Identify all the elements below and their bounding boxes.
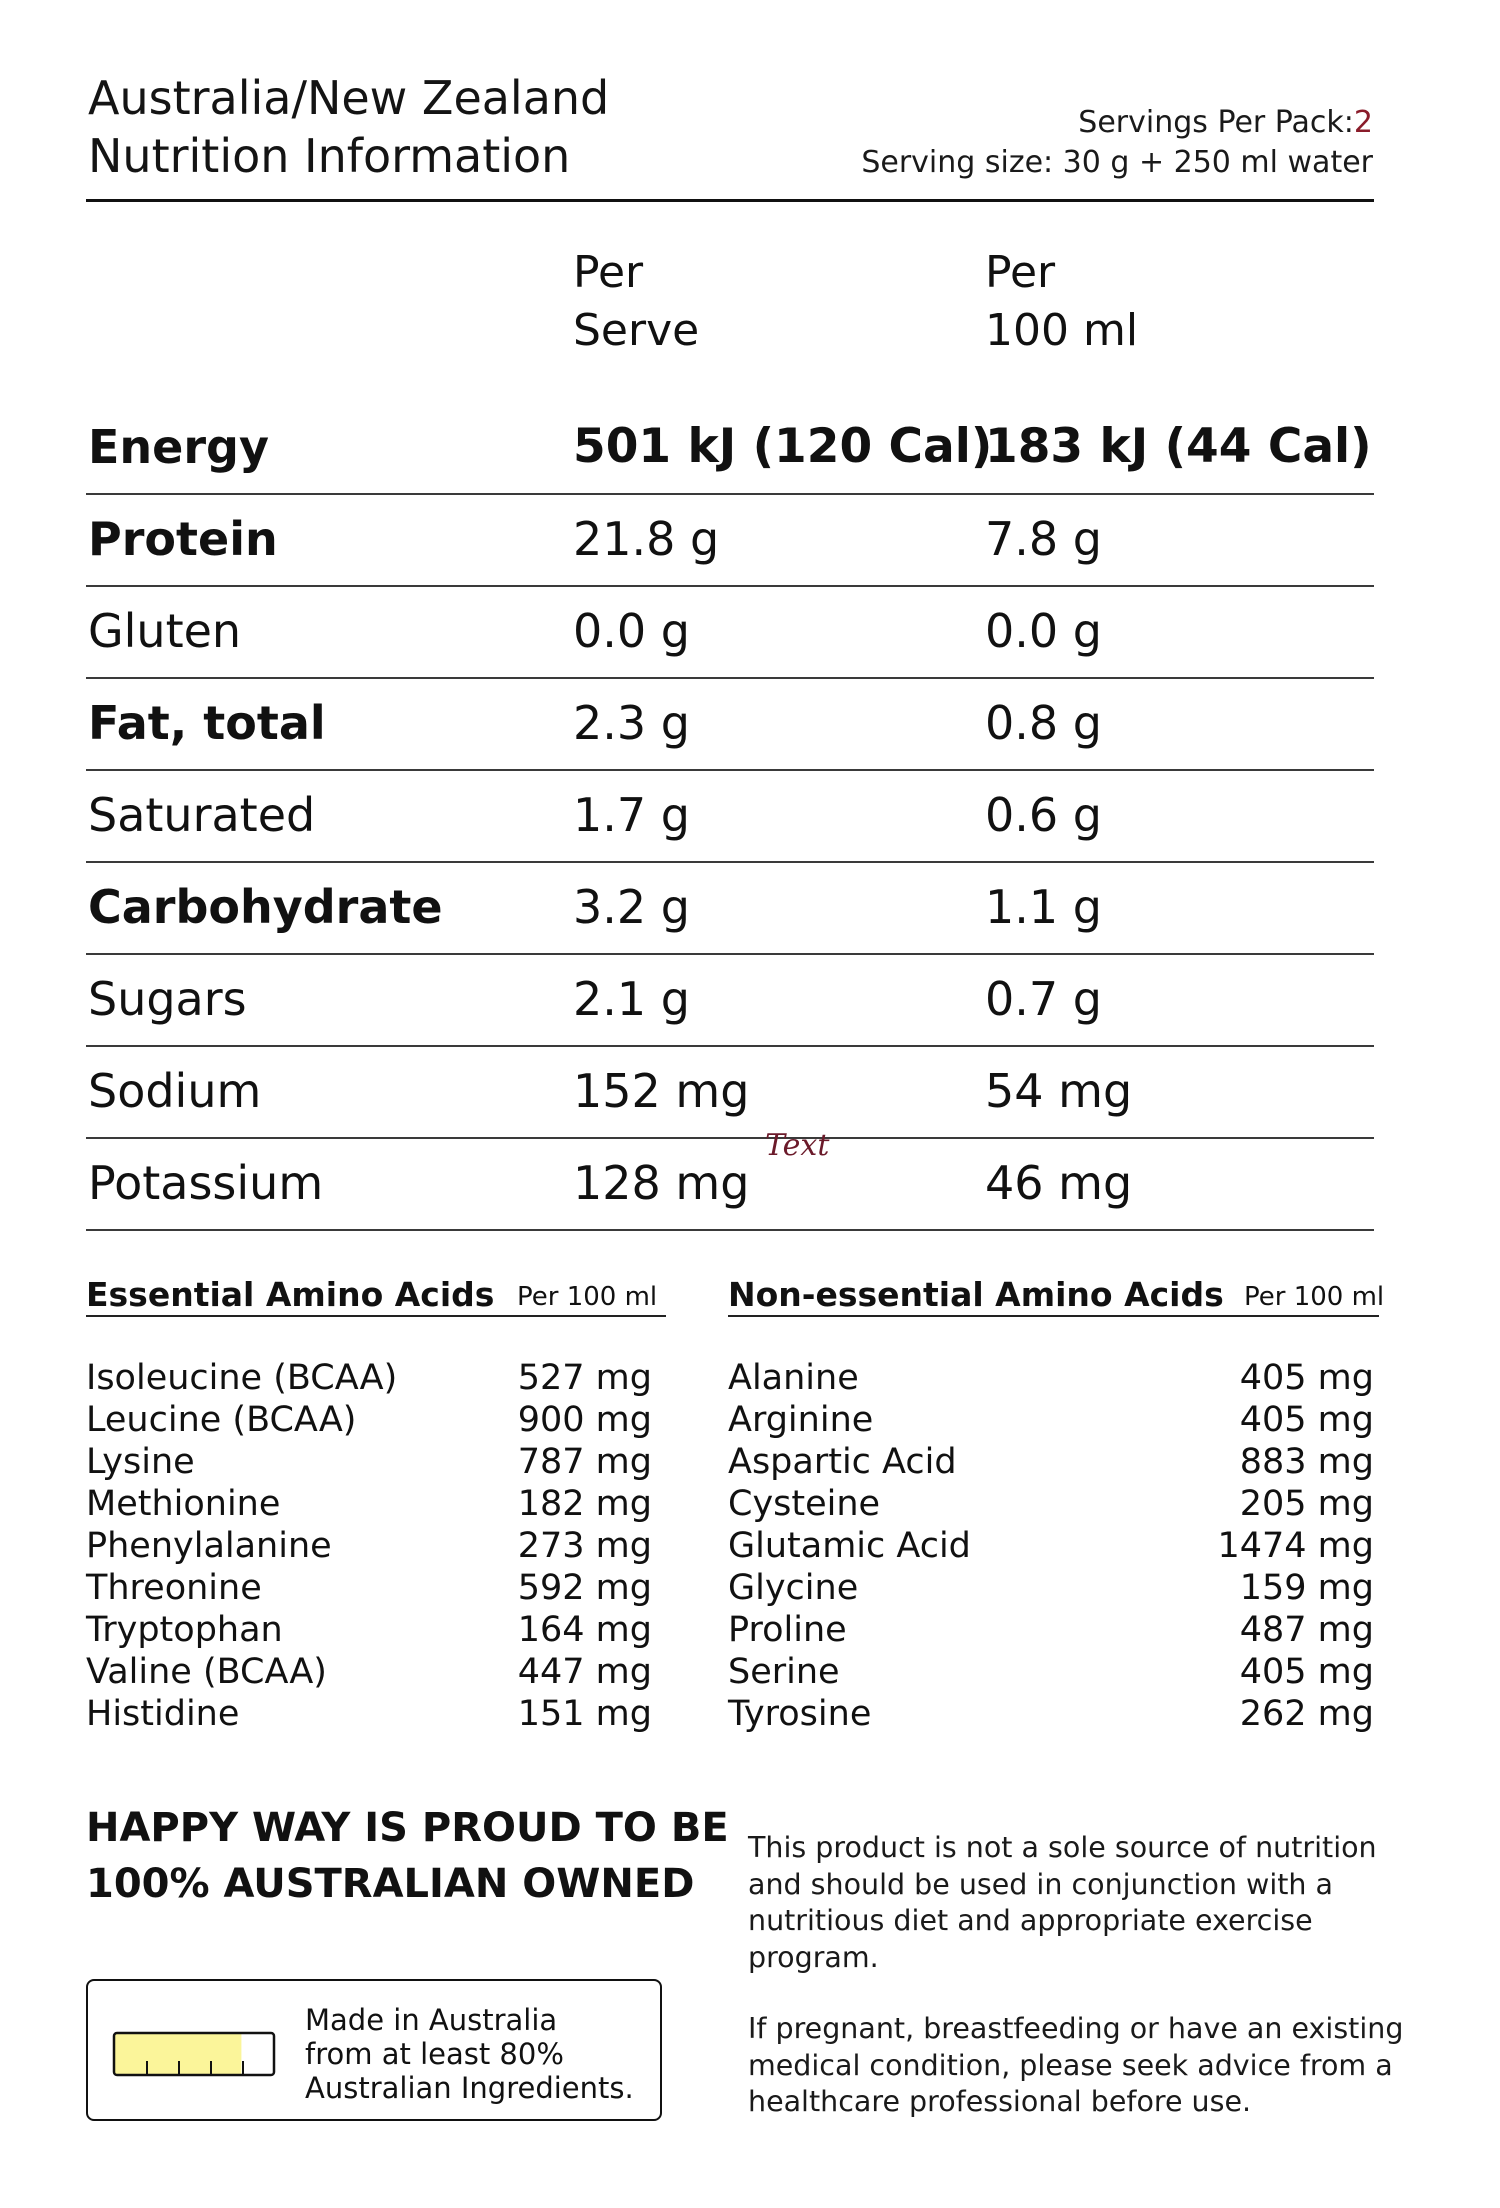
amino-value: 487 mg [1239,1610,1374,1650]
amino-name: Aspartic Acid [728,1442,957,1482]
amino-name: Valine (BCAA) [86,1652,327,1692]
amino-value: 527 mg [517,1358,652,1398]
nutrition-row-carbohydrate [86,861,1374,955]
nutrition-row-fat-total [86,677,1374,771]
amino-name: Leucine (BCAA) [86,1400,357,1440]
amino-name: Arginine [728,1400,874,1440]
amino-value: 262 mg [1239,1694,1374,1734]
list-item [86,1483,652,1525]
amino-value: 405 mg [1239,1400,1374,1440]
col-per-serve-line1: Per [573,247,644,298]
disclaimer-line: nutritious diet and appropriate exercise [748,1904,1313,1937]
amino-value: 151 mg [517,1694,652,1734]
per-serve-value: 501 kJ (120 Cal) [573,419,993,474]
per-100-value: 0.8 g [985,696,1102,750]
serving-size: Serving size: 30 g + 250 ml water [861,145,1373,180]
per-serve-value: 0.0 g [573,604,690,658]
list-item [728,1357,1374,1399]
amino-value: 405 mg [1239,1358,1374,1398]
amino-value: 273 mg [517,1526,652,1566]
amino-name: Tryptophan [86,1610,283,1650]
servings-label: Servings Per Pack: [1078,105,1354,140]
list-item [86,1357,652,1399]
medical-disclaimer [748,2011,1404,2121]
amino-value: 164 mg [517,1610,652,1650]
per-100-value: 7.8 g [985,512,1102,566]
list-item [86,1525,652,1567]
nonessential-amino-divider [728,1315,1379,1317]
list-item [86,1609,652,1651]
made-line-2: from at least 80% [305,2037,564,2071]
nutrition-row-protein [86,493,1374,587]
australian-owned-line-1: HAPPY WAY IS PROUD TO BE [86,1805,729,1851]
amino-name: Isoleucine (BCAA) [86,1358,398,1398]
nutrient-name: Fat, total [88,696,326,750]
nutrition-row-energy [86,401,1374,495]
text-annotation: Text [765,1128,830,1163]
per-100-value: 46 mg [985,1156,1133,1210]
nutrition-row-saturated [86,769,1374,863]
amino-value: 900 mg [517,1400,652,1440]
list-item [86,1441,652,1483]
made-line-1: Made in Australia [305,2003,558,2037]
list-item [86,1567,652,1609]
essential-amino-title: Essential Amino Acids [86,1275,495,1314]
australian-owned-line-2: 100% AUSTRALIAN OWNED [86,1861,695,1907]
title-line-2: Nutrition Information [88,129,571,183]
nonessential-amino-unit: Per 100 ml [1244,1282,1385,1312]
per-100-value: 0.6 g [985,788,1102,842]
list-item [86,1693,652,1735]
made-line-3: Australian Ingredients. [305,2071,634,2105]
list-item [728,1399,1374,1441]
essential-amino-unit: Per 100 ml [517,1282,658,1312]
disclaimer-line: This product is not a sole source of nutrition [748,1831,1377,1864]
nutrient-name: Protein [88,512,278,566]
nutrient-name: Sodium [88,1064,262,1118]
per-100-value: 1.1 g [985,880,1102,934]
disclaimer-line: If pregnant, breastfeeding or have an existing [748,2012,1404,2045]
amino-value: 787 mg [517,1442,652,1482]
nonessential-amino-title: Non-essential Amino Acids [728,1275,1224,1314]
per-100-value: 183 kJ (44 Cal) [985,419,1372,474]
per-serve-value: 152 mg [573,1064,750,1118]
amino-value: 159 mg [1239,1568,1374,1608]
servings-value: 2 [1353,105,1373,140]
title-line-1: Australia/New Zealand [88,71,610,125]
per-100-value: 0.0 g [985,604,1102,658]
per-serve-value: 3.2 g [573,880,690,934]
disclaimer-line: program. [748,1940,879,1974]
list-item [728,1483,1374,1525]
nutrient-name: Saturated [88,788,316,842]
amino-value: 1474 mg [1217,1526,1374,1566]
header-divider [86,199,1374,202]
amino-name: Threonine [86,1568,262,1608]
list-item [728,1693,1374,1735]
per-100-value: 0.7 g [985,972,1102,1026]
amino-value: 205 mg [1239,1484,1374,1524]
made-in-australia-box [86,1979,662,2121]
amino-name: Proline [728,1610,847,1650]
per-serve-value: 2.1 g [573,972,690,1026]
disclaimer-line: and should be used in conjunction with a [748,1867,1334,1901]
disclaimer-line: medical condition, please seek advice from a [748,2048,1393,2082]
nutrition-disclaimer [748,1830,1388,1976]
list-item [728,1567,1374,1609]
list-item [728,1651,1374,1693]
amino-name: Histidine [86,1694,240,1734]
amino-name: Cysteine [728,1484,881,1524]
per-serve-value: 2.3 g [573,696,690,750]
amino-name: Tyrosine [728,1694,872,1734]
amino-name: Glycine [728,1568,859,1608]
battery-gauge-icon [112,2031,276,2077]
col-per-100-line1: Per [985,247,1056,298]
nutrient-name: Potassium [88,1156,324,1210]
nutrition-row-potassium [86,1137,1374,1231]
nutrition-row-sugars [86,953,1374,1047]
nutrient-name: Energy [88,420,269,474]
per-serve-value: 21.8 g [573,512,720,566]
list-item [86,1399,652,1441]
nutrition-row-gluten [86,585,1374,679]
list-item [86,1651,652,1693]
list-item [728,1441,1374,1483]
essential-amino-list [86,1357,652,1735]
col-per-serve-line2: Serve [573,305,700,356]
nutrient-name: Carbohydrate [88,880,443,934]
essential-amino-divider [86,1315,666,1317]
per-100-value: 54 mg [985,1064,1133,1118]
amino-name: Methionine [86,1484,281,1524]
amino-value: 883 mg [1239,1442,1374,1482]
amino-value: 182 mg [517,1484,652,1524]
nutrition-row-sodium [86,1045,1374,1139]
amino-name: Serine [728,1652,840,1692]
list-item [728,1609,1374,1651]
amino-value: 592 mg [517,1568,652,1608]
made-in-australia-text [305,2003,634,2105]
per-serve-value: 1.7 g [573,788,690,842]
disclaimer-line: healthcare professional before use. [748,2085,1252,2118]
nutrient-name: Sugars [88,972,247,1026]
list-item [728,1525,1374,1567]
nonessential-amino-list [728,1357,1374,1735]
amino-name: Phenylalanine [86,1526,332,1566]
amino-name: Glutamic Acid [728,1526,971,1566]
amino-name: Alanine [728,1358,859,1398]
col-per-100-line2: 100 ml [985,305,1139,356]
per-serve-value: 128 mg [573,1156,750,1210]
amino-name: Lysine [86,1442,195,1482]
servings-per-pack [1078,103,1373,143]
nutrient-name: Gluten [88,604,242,658]
amino-value: 405 mg [1239,1652,1374,1692]
amino-value: 447 mg [517,1652,652,1692]
